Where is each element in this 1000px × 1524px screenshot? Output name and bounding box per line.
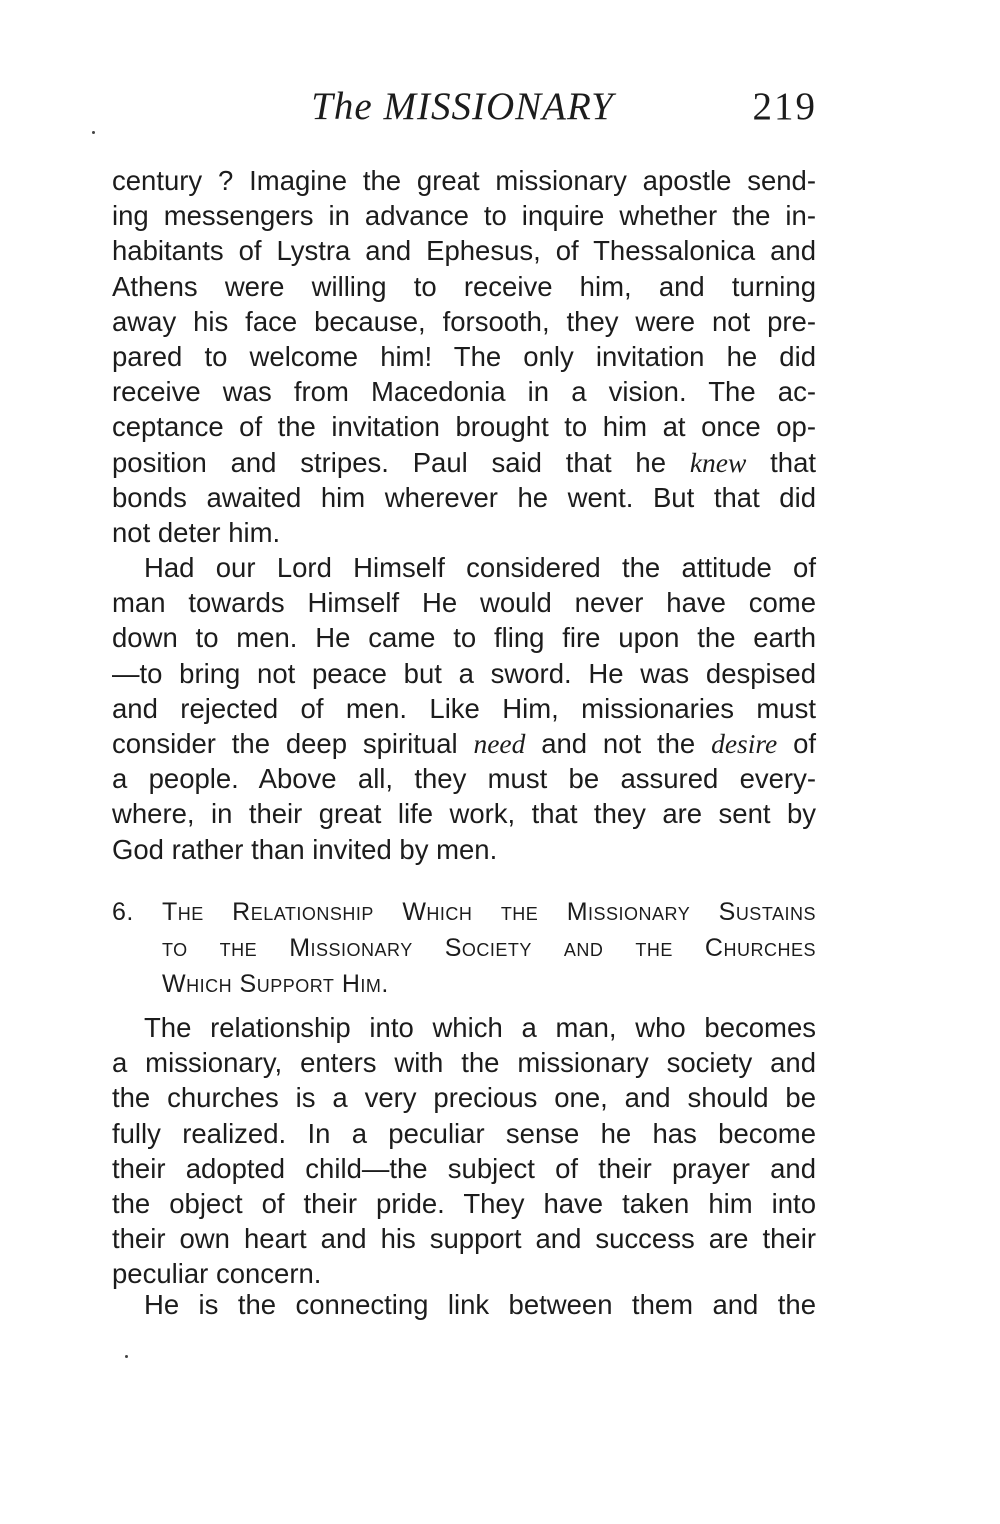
text-line: God rather than invited by men. [112,833,498,865]
line-segment: of [777,727,817,759]
paragraph [112,1287,816,1322]
section-heading [112,894,816,1002]
italic-word: need [473,727,526,759]
paragraph-continuation [112,163,816,550]
text-line: down to men. He came to fling fire upon the earth [112,622,816,654]
text-line: ing messengers in advance to inquire whether the in- [112,200,816,232]
italic-word: knew [689,446,747,478]
line-segment: and not the [525,727,712,759]
text-line: Had our Lord Himself considered the attitude of [144,552,816,583]
text-line: away his face because, forsooth, they were not pre- [112,305,816,337]
heading-text: The Relationship Which the Missionary Sustains [162,898,816,926]
text-line: man towards Himself He would never have come [112,587,816,619]
text-line: the churches is a very precious one, and should be [112,1082,816,1114]
text-line: fully realized. In a peculiar sense he has become [112,1117,816,1149]
text-line: —to bring not peace but a sword. He was despised [112,657,816,689]
text-line: He is the connecting link between them and the [144,1289,816,1320]
text-line: bonds awaited him wherever he went. But that did [112,481,816,513]
line-segment: position and stripes. Paul said that he [112,446,690,478]
text-line: not deter him. [112,516,281,548]
text-line: their adopted child—the subject of their prayer and [112,1152,816,1184]
text-line: receive was from Macedonia in a vision. The ac- [112,376,816,408]
text-line: habitants of Lystra and Ephesus, of Thessalonica and [112,235,816,267]
section-number: 6. [112,898,134,926]
line-segment: consider the deep spiritual [112,727,474,759]
paragraph [112,1010,816,1292]
text-line: a missionary, enters with the missionary society and [112,1047,816,1079]
text-line [112,726,816,761]
heading-line [112,894,816,930]
text-line: where, in their great life work, that they are sent by [112,798,816,830]
text-line: ceptance of the invitation brought to him at once op- [112,411,816,443]
text-line: Athens were willing to receive him, and turning [112,270,816,302]
running-title: The MISSIONARY [311,85,614,128]
text-line [112,445,816,480]
heading-line: Which Support Him. [162,970,389,998]
italic-word: desire [711,727,778,759]
text-line: pared to welcome him! The only invitation he did [112,340,816,372]
print-speck [125,1355,128,1358]
text-line: peculiar concern. [112,1258,322,1290]
text-line: and rejected of men. Like Him, missionaries must [112,692,816,724]
text-line: The relationship into which a man, who becomes [144,1012,816,1043]
print-speck [92,131,95,134]
text-line: century ? Imagine the great missionary apostle send- [112,165,816,196]
text-line: their own heart and his support and success are their [112,1223,816,1255]
page-number: 219 [752,85,817,128]
paragraph [112,550,816,867]
line-segment: that [746,446,817,478]
running-head [110,84,815,134]
heading-line: to the Missionary Society and the Churches [162,934,816,962]
text-line: the object of their pride. They have taken him into [112,1187,816,1219]
text-line: a people. Above all, they must be assured every- [112,763,816,795]
